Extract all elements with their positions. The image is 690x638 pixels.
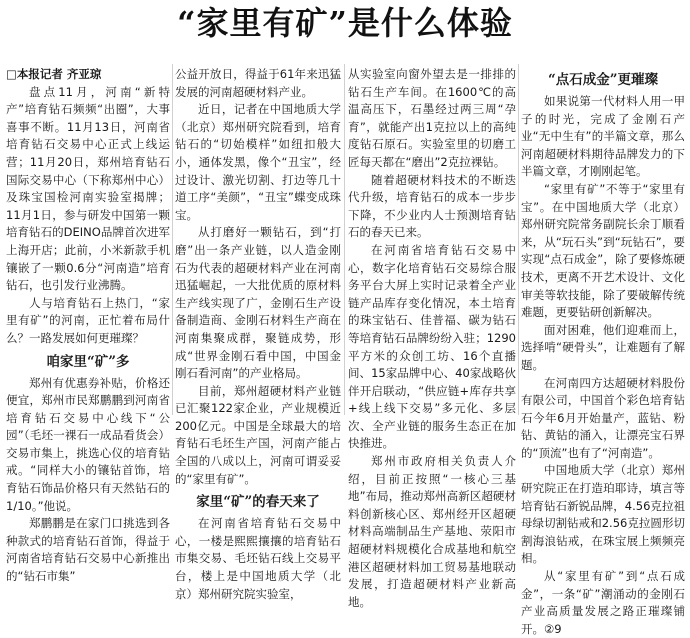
byline: □本报记者 齐亚琼 xyxy=(6,67,102,81)
paragraph: 郑鹏鹏是在家门口挑选到各种款式的培育钻石首饰，得益于河南省培育钻石交易中心新推出的“钻石市集” xyxy=(6,516,170,584)
column-4 xyxy=(521,66,685,636)
paragraph: 从实验室向窗外望去是一排排的钻石生产车间。在1600℃的高温高压下，石墨经过两三周“孕育”，就能产出1克拉以上的高纯度钻石原石。实验室里的切磨工匠每天都在“磨出”2克拉裸钻。 xyxy=(348,67,516,169)
column-divider xyxy=(344,64,345,415)
paragraph: 在河南省培育钻石交易中心，数字化培育钻石交易综合服务平台大屏上实时记录着全产业链产品库存变化情况，本土培育的珠宝钻石、佳普福、碳为钻石等培育钻石品牌纷纷入驻；1290平方米的众创工坊、16个直播间、15家品牌中心、40家战略伙伴开启联动，“供应链+库存共享+线上线下交易”多元化、多层次、全产业链的服务生态正在加快推进。 xyxy=(348,242,516,451)
paragraph: 郑州市政府相关负责人介绍，目前正按照“一核心三基地”布局，推动郑州高新区超硬材料创新核心区、郑州经开区超硬材料高端制品生产基地、荥阳市超硬材料规模化合成基地和航空港区超硬材料加工贸易基地联动发展，打造超硬材料产业新高地。 xyxy=(348,454,516,609)
column-2 xyxy=(175,66,341,601)
paragraph: 目前，郑州超硬材料产业链已汇聚122家企业，产业规模近200亿元。中国是全球最大的培育钻石毛坯生产国，河南产能占全国的八成以上，河南可谓妥妥的“家里有矿”。 xyxy=(175,383,341,486)
paragraph: 人与培育钻石上热门，“家里有矿”的河南，正忙着布局什么？一路发展如何更璀璨？ xyxy=(6,295,170,345)
subheading: 家里“矿”的春天来了 xyxy=(196,494,320,511)
paragraph: 在河南省培育钻石交易中心，一楼是熙熙攘攘的培育钻石市集交易、毛坯钻石线上交易平台，楼上是中国地质大学（北京）郑州研究院实验室， xyxy=(175,516,341,601)
paragraph: 从打磨好一颗钻石，到“打磨”出一条产业链，以人造金刚石为代表的超硬材料产业在河南迅猛崛起，一大批优质的原材料生产线实现了广，金刚石生产设备制造商、金刚石材料生产商在河南集聚成群，聚链成势，形成“世界金刚石看中国，中国金刚石看河南”的产业格局。 xyxy=(175,225,341,381)
column-divider xyxy=(172,64,173,415)
paragraph: 郑州有优惠券补贴，价格还便宜，郑州市民郑鹏鹏到河南省培育钻石交易中心线下“公园”（毛坯一裸石一成品看货会）交易市集上，挑选心仪的培育钻戒。“同样大小的镶钻首饰，培育钻石饰品价格只有天然钻石的1/10。”他说。 xyxy=(6,375,170,513)
column-3 xyxy=(348,66,516,609)
headline: “家里有矿”是什么体验 xyxy=(177,4,513,42)
paragraph: 从“家里有矿”到“点石成金”，一条“矿”潮涌动的金刚石产业高质量发展之路正璀璨铺开。②9 xyxy=(521,569,685,636)
column-1 xyxy=(6,66,170,584)
paragraph: 在河南四方达超硬材料股份有限公司，中国首个彩色培育钻石今年6月开始量产，蓝钻、粉钻、黄钻的涌入，让漂亮宝石界的“顶流”也有了“河南造”。 xyxy=(521,375,685,460)
paragraph: 面对困难，他们迎难而上，选择啃“硬骨头”，让难题有了解题。 xyxy=(521,322,685,372)
paragraph: 如果说第一代材料人用一甲子的时光，完成了金刚石产业“无中生有”的半篇文章，那么河南超硬材料期待品牌发力的下半篇文章，才刚刚起笔。 xyxy=(521,94,685,179)
paragraph: 中国地质大学（北京）郑州研究院正在打造珀耶诗，填言等培育钻石新锐品牌，4.56克拉祖母绿切割钻戒和2.56克拉圆形切割海浪钻戒，在珠宝展上频频亮相。 xyxy=(521,463,685,566)
subheading: “点石成金”更璀璨 xyxy=(547,72,659,88)
paragraph: 公益开放日，得益于61年来迅猛发展的河南超硬材料产业。 xyxy=(175,67,341,99)
paragraph: “家里有矿”不等于“家里有宝”。在中国地质大学（北京）郑州研究院常务副院长余丁顺看来，从“玩石头”到“玩钻石”，要实现“点石成金”，除了要修炼硬技术，更离不开艺术设计、文化审美等软技能，除了要破解传统难题，更要钻研创新解决。 xyxy=(521,181,685,320)
paragraph: 随着超硬材料技术的不断迭代升级，培育钻石的成本一步步下降，不少业内人士预测培育钻石的春天已来。 xyxy=(348,172,516,240)
column-divider xyxy=(518,64,519,415)
subheading: 咱家里“矿”多 xyxy=(46,353,130,370)
paragraph: 近日，记者在中国地质大学（北京）郑州研究院看到，培育钻石的“切始模样”如纽扣般大小，通体发黑，像个“丑宝”，经过设计、激光切割、打边等几十道工序“美颜”，“丑宝”蝶变成珠宝。 xyxy=(175,102,341,222)
paragraph: 盘点11月，河南“新特产”培育钻石频频“出圈”，大事喜事不断。11月13日，河南省培育钻石交易中心正式上线运营；11月20日，郑州培育钻石国际交易中心（下称郑州中心）及珠宝国检河南实验室揭牌；11月1日，参与研发中国第一颗培育钻石的DEINO品牌首次进军上海开店；此前，小米新款手机镶嵌了一颗0.6分“河南造”培育钻石，也引发行业沸腾。 xyxy=(6,84,170,293)
